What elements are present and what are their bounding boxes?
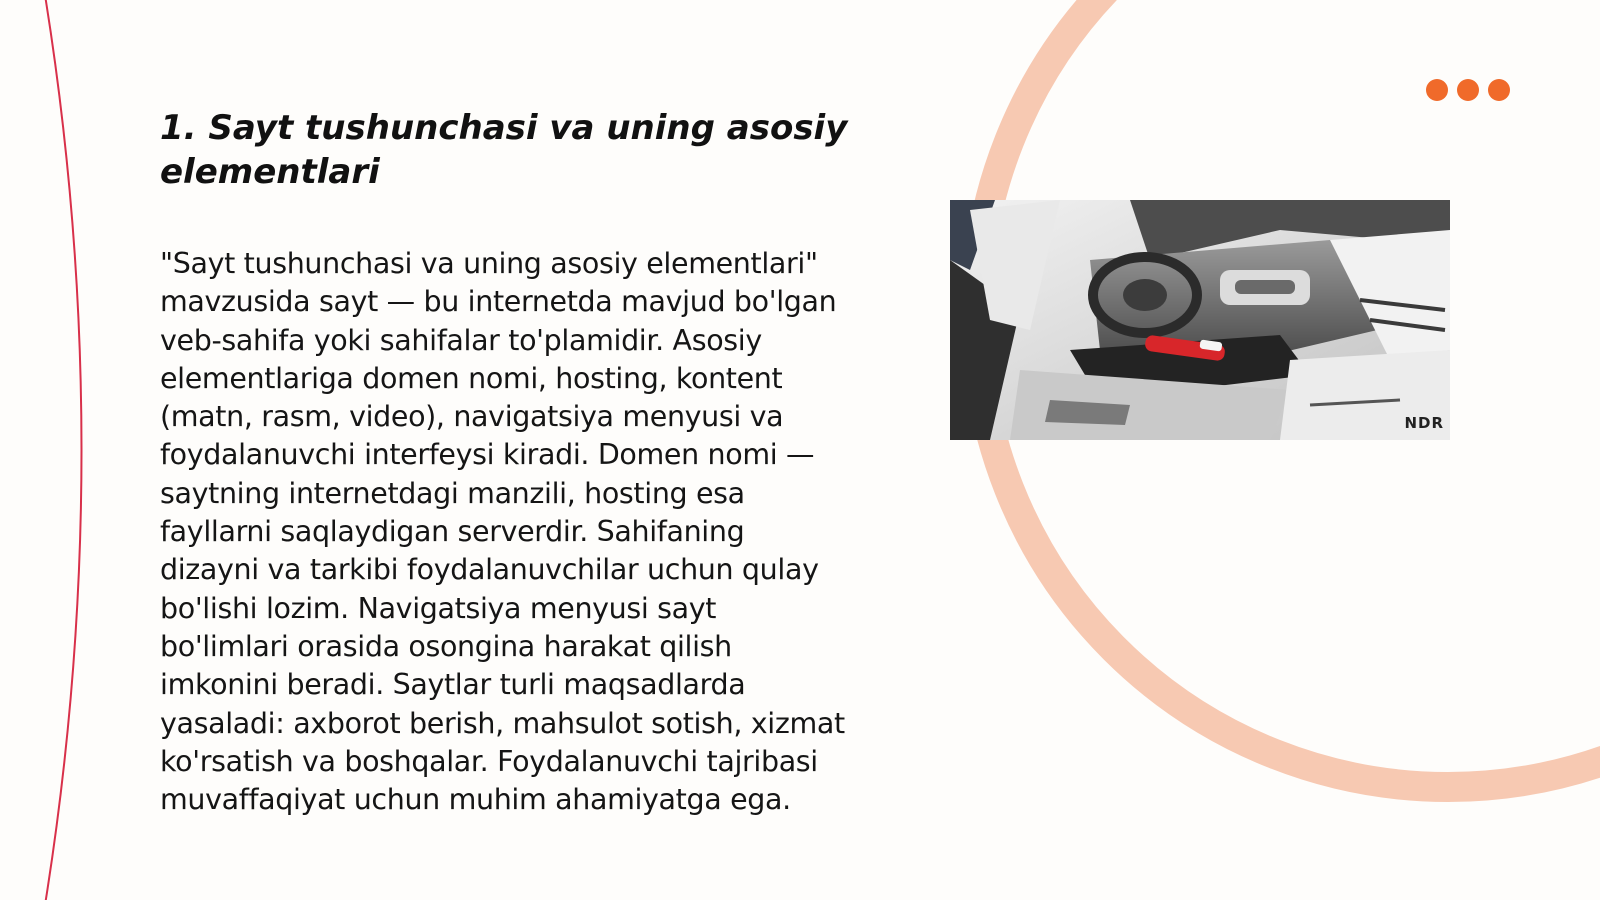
car-interior-image: [950, 200, 1450, 440]
dot-icon: [1457, 79, 1479, 101]
slide-body-text: "Sayt tushunchasi va uning asosiy elementlari" mavzusida sayt — bu internetda mavjud bo'lgan veb-sahifa yoki sahifalar to'plamidir. Asosiy elementlariga domen nomi, hosting, kontent (matn, rasm, video), navigatsiya menyusi va foydalanuvchi interfeysi kiradi. Domen nomi — saytning internetdagi manzili, hosting esa fayllarni saqlaydigan serverdir. Sahifaning dizayni va tarkibi foydalanuvchilar uchun qulay bo'lishi lozim. Navigatsiya menyusi sayt bo'limlari orasida osongina harakat qilish imkonini beradi. Saytlar turli maqsadlarda yasaladi: axborot berish, mahsulot sotish, xizmat ko'rsatish va boshqalar. Foydalanuvchi tajribasi muvaffaqiyat uchun muhim ahamiyatga ega.: [160, 247, 845, 817]
dot-icon: [1488, 79, 1510, 101]
left-accent-line: [45, 0, 82, 900]
slide-title: 1. Sayt tushunchasi va uning asosiy elementlari: [160, 108, 848, 192]
car-interior-illustration: [950, 200, 1450, 440]
dots-menu-icon: [1426, 79, 1510, 101]
image-brand-mark: NDR: [1404, 414, 1444, 432]
dot-icon: [1426, 79, 1448, 101]
